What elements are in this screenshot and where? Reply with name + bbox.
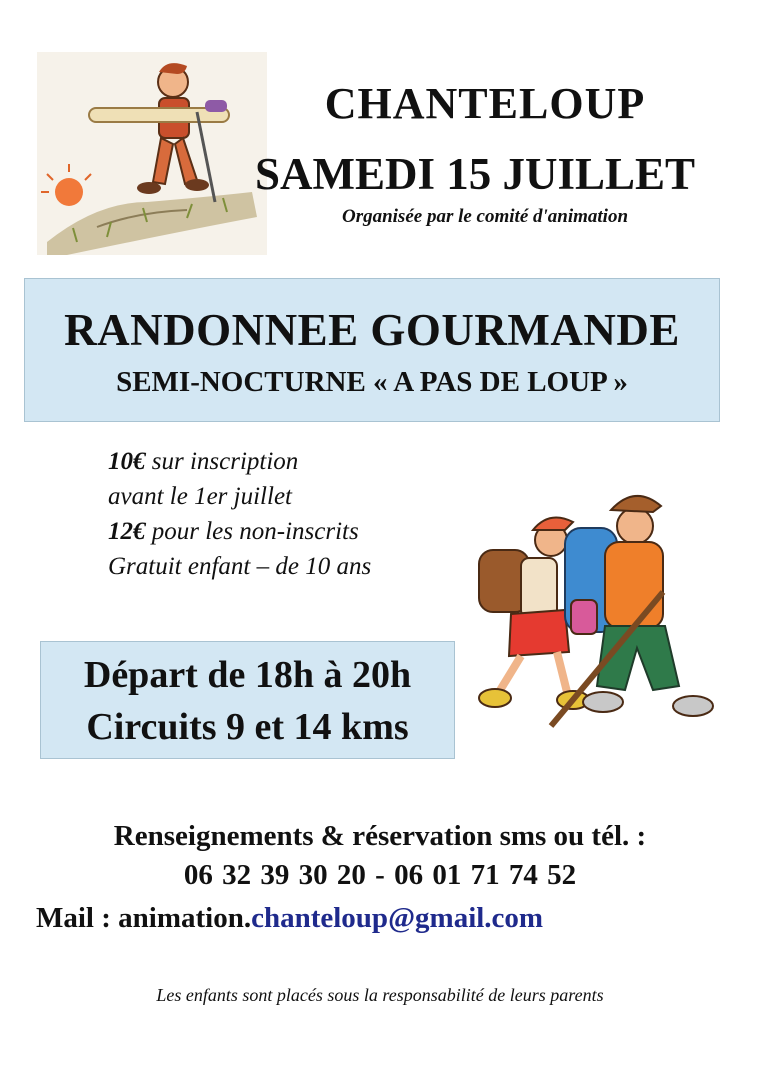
circuits-distance: Circuits 9 et 14 kms [86, 706, 409, 748]
price-amount: 12€ [108, 518, 146, 545]
walkers-illustration [465, 480, 735, 740]
title-town: CHANTELOUP [324, 79, 646, 128]
mail-user[interactable]: animation. [118, 902, 252, 934]
price-text: sur inscription [145, 448, 299, 475]
price-text: pour les non-inscrits [145, 518, 359, 545]
event-subtitle: SEMI-NOCTURNE « A PAS DE LOUP » [116, 366, 628, 398]
price-line [108, 479, 468, 514]
mail-line [36, 898, 756, 938]
price-line [108, 549, 468, 584]
price-amount: 10€ [108, 448, 146, 475]
mail-domain[interactable]: chanteloup@gmail.com [251, 902, 544, 934]
mail-prefix: Mail : [36, 902, 119, 934]
contact-label: Renseignements & réservation sms ou tél. : [113, 820, 647, 852]
price-line [108, 514, 468, 549]
price-text: avant le 1er juillet [108, 483, 292, 510]
title-date: SAMEDI 15 JUILLET [254, 149, 696, 199]
footer-note: Les enfants sont placés sous la responsabilité de leurs parents [156, 985, 604, 1005]
organizer-line: Organisée par le comité d'animation [341, 206, 629, 227]
departure-time: Départ de 18h à 20h [83, 654, 412, 696]
phone-numbers: 06 32 39 30 20 - 06 01 71 74 52 [183, 859, 577, 891]
price-text: Gratuit enfant – de 10 ans [108, 553, 372, 580]
price-line [108, 444, 468, 479]
price-list [108, 444, 468, 584]
event-title: RANDONNEE GOURMANDE [64, 305, 680, 355]
